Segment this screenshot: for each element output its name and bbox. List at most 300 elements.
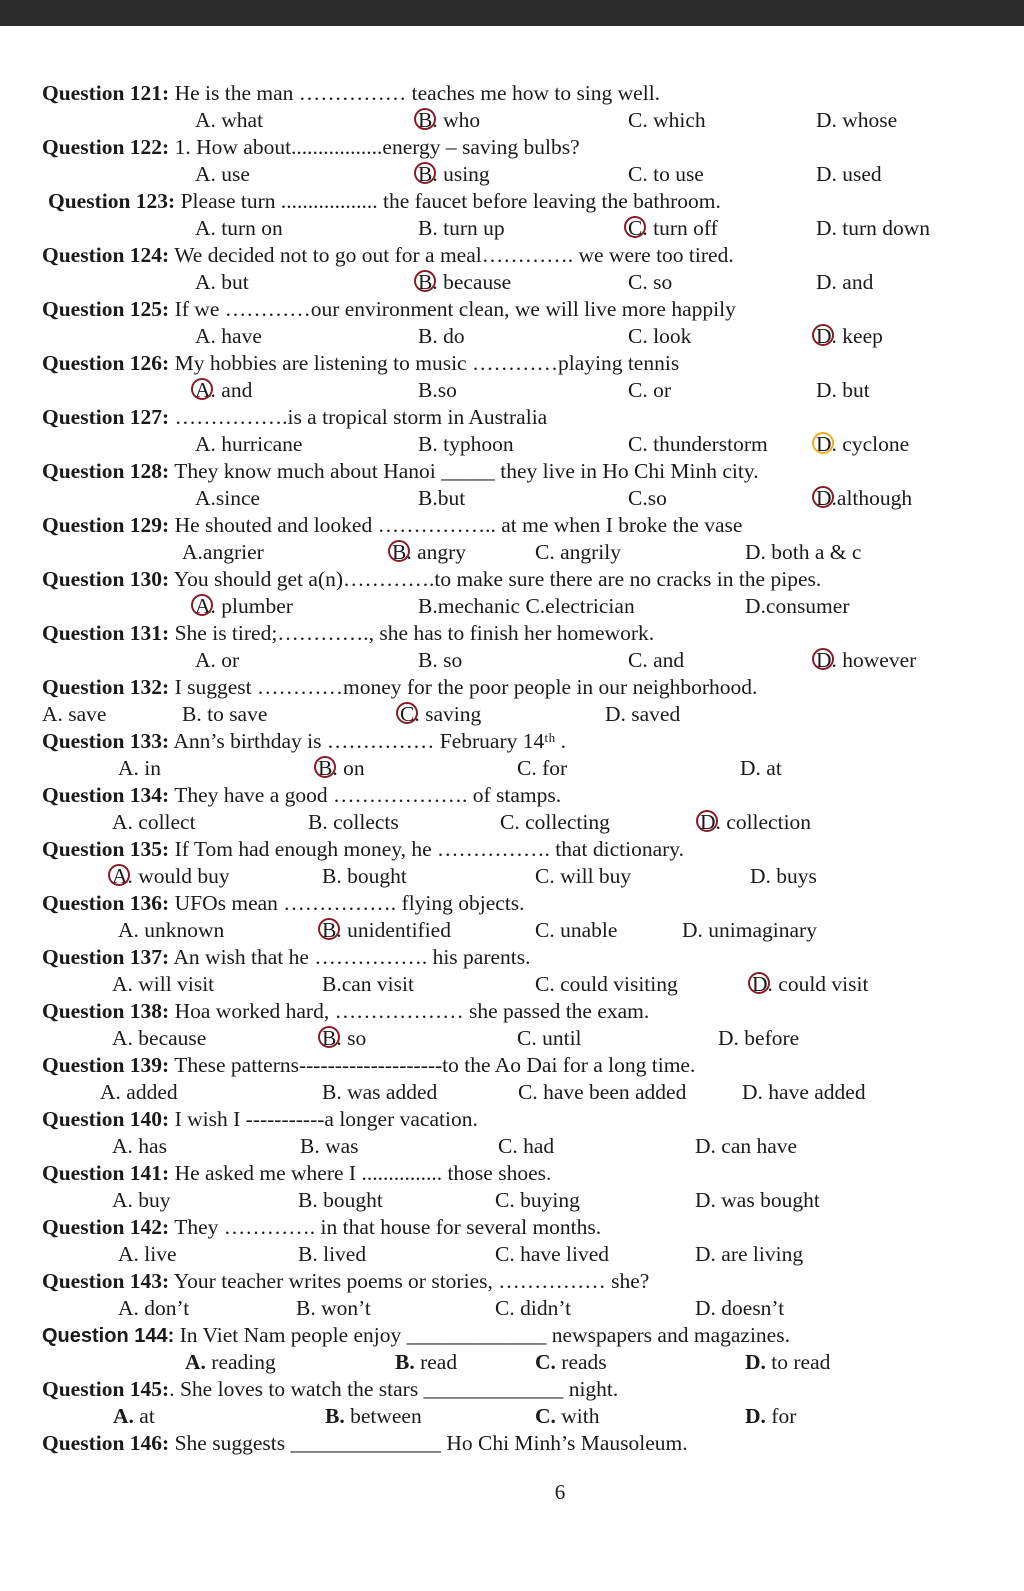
answer-option-text: A. plumber bbox=[195, 594, 293, 618]
answer-option[interactable] bbox=[816, 485, 912, 511]
answer-option-text: A. have bbox=[195, 324, 262, 348]
question-stem bbox=[42, 134, 580, 160]
question-stem bbox=[42, 674, 757, 700]
question-label: Question 130: bbox=[42, 567, 170, 591]
answer-option[interactable] bbox=[742, 1079, 866, 1105]
answer-option[interactable] bbox=[535, 539, 621, 565]
answer-option[interactable] bbox=[42, 701, 106, 727]
answer-circle-mark bbox=[748, 972, 770, 994]
answer-option[interactable] bbox=[418, 215, 505, 241]
answer-option-text: C. could visiting bbox=[535, 972, 678, 996]
answer-option[interactable] bbox=[750, 863, 817, 889]
page-number: 6 bbox=[554, 1480, 566, 1504]
answer-option-text: B. unidentified bbox=[322, 918, 451, 942]
answer-option[interactable] bbox=[185, 1349, 276, 1375]
answer-option-text: A. because bbox=[112, 1026, 207, 1050]
question-label: Question 146: bbox=[42, 1431, 170, 1455]
answer-circle-mark bbox=[388, 540, 410, 562]
answer-option[interactable] bbox=[322, 971, 414, 997]
question-stem bbox=[42, 80, 660, 106]
answer-option-text: D. whose bbox=[816, 108, 898, 132]
answer-option[interactable] bbox=[816, 323, 883, 349]
answer-option[interactable] bbox=[322, 1025, 366, 1051]
answer-option[interactable] bbox=[628, 377, 671, 403]
question-stem bbox=[42, 512, 742, 538]
answer-option[interactable] bbox=[418, 107, 480, 133]
question-131 bbox=[0, 620, 1024, 674]
answer-option[interactable] bbox=[182, 539, 264, 565]
question-text: . She loves to watch the stars _____________ night. bbox=[169, 1377, 619, 1401]
answer-option[interactable] bbox=[517, 1025, 582, 1051]
answer-option[interactable] bbox=[535, 971, 678, 997]
answer-option-text: D. could visit bbox=[752, 972, 869, 996]
answer-circle-mark bbox=[624, 216, 646, 238]
answer-option-text: B. to save bbox=[182, 702, 268, 726]
question-text: Hoa worked hard, ……………… she passed the exam. bbox=[169, 999, 650, 1023]
answer-circle-mark bbox=[812, 648, 834, 670]
answer-option[interactable] bbox=[418, 593, 635, 619]
question-134 bbox=[0, 782, 1024, 836]
question-stem bbox=[42, 998, 649, 1024]
answer-option-text: C. turn off bbox=[628, 216, 718, 240]
option-letter: C. bbox=[535, 1350, 556, 1374]
answer-option[interactable] bbox=[300, 1133, 359, 1159]
answer-circle-mark bbox=[108, 864, 130, 886]
answer-option[interactable] bbox=[322, 863, 407, 889]
answer-option-text: A. don’t bbox=[118, 1296, 190, 1320]
answer-option-text: A. will visit bbox=[112, 972, 215, 996]
answer-option[interactable] bbox=[500, 809, 610, 835]
question-135 bbox=[0, 836, 1024, 890]
answer-option-text: B. so bbox=[322, 1026, 367, 1050]
answer-option[interactable] bbox=[745, 1403, 796, 1429]
answer-option-text: A. hurricane bbox=[195, 432, 303, 456]
option-letter: A. bbox=[185, 1350, 206, 1374]
answer-option-text: C. or bbox=[628, 378, 671, 402]
answer-option[interactable] bbox=[395, 1349, 457, 1375]
answer-option[interactable] bbox=[195, 431, 302, 457]
question-141 bbox=[0, 1160, 1024, 1214]
question-125 bbox=[0, 296, 1024, 350]
answer-option[interactable] bbox=[816, 431, 909, 457]
question-text: In Viet Nam people enjoy _____________ newspapers and magazines. bbox=[174, 1323, 790, 1347]
question-label: Question 139: bbox=[42, 1053, 170, 1077]
answer-option-text: B. because bbox=[418, 270, 512, 294]
answer-option-text: B. angry bbox=[392, 540, 467, 564]
answer-option-text: A. save bbox=[42, 702, 107, 726]
question-text: These patterns--------------------to the Ao Dai for a long time. bbox=[169, 1053, 696, 1077]
answer-option-text: C. for bbox=[517, 756, 568, 780]
question-label: Question 144: bbox=[42, 1325, 175, 1347]
answer-circle-mark bbox=[314, 756, 336, 778]
top-bar bbox=[0, 0, 1024, 26]
answer-option-text: C. buying bbox=[495, 1188, 580, 1212]
answer-option-text: B. read bbox=[395, 1350, 458, 1374]
answer-option-text: C. until bbox=[517, 1026, 582, 1050]
answer-circle-mark bbox=[191, 378, 213, 400]
answer-option[interactable] bbox=[816, 647, 916, 673]
answer-option[interactable] bbox=[605, 701, 680, 727]
question-stem bbox=[48, 188, 721, 214]
question-text: If we …………our environment clean, we will live more happily bbox=[169, 297, 736, 321]
answer-option[interactable] bbox=[682, 917, 817, 943]
question-label: Question 128: bbox=[42, 459, 170, 483]
answer-option[interactable] bbox=[118, 1295, 189, 1321]
answer-option-text: A. but bbox=[195, 270, 249, 294]
answer-option-text: A.since bbox=[195, 486, 261, 510]
answer-option-text: A. would buy bbox=[112, 864, 230, 888]
question-text: You should get a(n)………….to make sure there are no cracks in the pipes. bbox=[169, 567, 822, 591]
answer-option[interactable] bbox=[695, 1241, 803, 1267]
answer-option-text: D. cyclone bbox=[816, 432, 910, 456]
answer-option[interactable] bbox=[745, 593, 850, 619]
question-stem bbox=[42, 1268, 649, 1294]
answer-option[interactable] bbox=[195, 323, 262, 349]
question-130 bbox=[0, 566, 1024, 620]
answer-option[interactable] bbox=[308, 809, 399, 835]
answer-option[interactable] bbox=[498, 1133, 554, 1159]
question-label: Question 142: bbox=[42, 1215, 170, 1239]
answer-option[interactable] bbox=[495, 1241, 609, 1267]
question-stem bbox=[42, 728, 566, 754]
option-letter: B. bbox=[395, 1350, 415, 1374]
question-145 bbox=[0, 1376, 1024, 1430]
question-144 bbox=[0, 1322, 1024, 1376]
answer-option-text: D. was bought bbox=[695, 1188, 820, 1212]
question-text: …………….is a tropical storm in Australia bbox=[169, 405, 548, 429]
answer-option[interactable] bbox=[195, 107, 263, 133]
question-text: An wish that he ……………. his parents. bbox=[169, 945, 531, 969]
answer-circle-mark bbox=[812, 486, 834, 508]
question-text: My hobbies are listening to music …………playing tennis bbox=[169, 351, 680, 375]
answer-option[interactable] bbox=[695, 1295, 784, 1321]
answer-option[interactable] bbox=[298, 1187, 383, 1213]
answer-option[interactable] bbox=[118, 917, 224, 943]
answer-option-text: C. angrily bbox=[535, 540, 621, 564]
question-text: Please turn .................. the faucet before leaving the bathroom. bbox=[175, 189, 721, 213]
answer-option-text: B. who bbox=[418, 108, 481, 132]
answer-circle-mark bbox=[696, 810, 718, 832]
answer-option[interactable] bbox=[745, 1349, 830, 1375]
answer-option[interactable] bbox=[628, 215, 718, 241]
question-label: Question 138: bbox=[42, 999, 170, 1023]
answer-option[interactable] bbox=[816, 161, 882, 187]
question-stem bbox=[42, 1430, 688, 1456]
question-text: They know much about Hanoi _____ they live in Ho Chi Minh city. bbox=[169, 459, 759, 483]
answer-option-text: C. so bbox=[628, 270, 673, 294]
question-stem bbox=[42, 890, 525, 916]
answer-option-text: C. didn’t bbox=[495, 1296, 572, 1320]
answer-option-text: D. but bbox=[816, 378, 870, 402]
question-stem bbox=[42, 836, 684, 862]
answer-option[interactable] bbox=[195, 377, 252, 403]
question-label: Question 145: bbox=[42, 1377, 170, 1401]
answer-option-text: D. unimaginary bbox=[682, 918, 817, 942]
answer-option[interactable] bbox=[195, 647, 239, 673]
answer-option-text: A. has bbox=[112, 1134, 167, 1158]
question-label: Question 129: bbox=[42, 513, 170, 537]
answer-option[interactable] bbox=[113, 1403, 155, 1429]
question-label: Question 136: bbox=[42, 891, 170, 915]
answer-option-text: A. and bbox=[195, 378, 253, 402]
answer-option-text: D.consumer bbox=[745, 594, 850, 618]
answer-option-text: A. at bbox=[113, 1404, 155, 1428]
question-stem bbox=[42, 1322, 790, 1349]
answer-circle-mark bbox=[414, 162, 436, 184]
answer-option[interactable] bbox=[816, 107, 897, 133]
question-stem bbox=[42, 1214, 601, 1240]
answer-option-text: D.although bbox=[816, 486, 913, 510]
answer-option-text: B. on bbox=[318, 756, 365, 780]
answer-option-text: B. won’t bbox=[296, 1296, 371, 1320]
answer-option[interactable] bbox=[745, 539, 861, 565]
answer-option-text: C. collecting bbox=[500, 810, 610, 834]
question-stem bbox=[42, 404, 547, 430]
answer-option[interactable] bbox=[318, 755, 365, 781]
answer-option-text: D. both a & c bbox=[745, 540, 862, 564]
question-text: He asked me where I ............... those shoes. bbox=[169, 1161, 552, 1185]
answer-option[interactable] bbox=[112, 971, 214, 997]
answer-option-text: B. bought bbox=[322, 864, 407, 888]
answer-option[interactable] bbox=[816, 269, 873, 295]
question-stem bbox=[42, 782, 561, 808]
answer-option-text: A. turn on bbox=[195, 216, 283, 240]
answer-option[interactable] bbox=[816, 215, 930, 241]
answer-option-text: B.so bbox=[418, 378, 457, 402]
answer-option-text: B. typhoon bbox=[418, 432, 514, 456]
question-text: 1. How about.................energy – saving bulbs? bbox=[169, 135, 580, 159]
question-label: Question 135: bbox=[42, 837, 170, 861]
answer-option[interactable] bbox=[628, 161, 704, 187]
answer-option[interactable] bbox=[517, 755, 567, 781]
answer-option-text: A. reading bbox=[185, 1350, 276, 1374]
question-127 bbox=[0, 404, 1024, 458]
answer-option-text: D. collection bbox=[700, 810, 812, 834]
answer-option[interactable] bbox=[418, 323, 465, 349]
answer-option[interactable] bbox=[118, 1241, 177, 1267]
answer-option-text: B. using bbox=[418, 162, 490, 186]
question-label: Question 131: bbox=[42, 621, 170, 645]
answer-option-text: C. with bbox=[535, 1404, 600, 1428]
answer-option[interactable] bbox=[752, 971, 868, 997]
answer-option-text: A. use bbox=[195, 162, 250, 186]
question-stem bbox=[42, 566, 821, 592]
question-text: Your teacher writes poems or stories, …………… she? bbox=[169, 1269, 650, 1293]
answer-option-text: A. added bbox=[100, 1080, 178, 1104]
answer-option-text: A. or bbox=[195, 648, 240, 672]
answer-circle-mark bbox=[318, 918, 340, 940]
answer-option-text: C. saving bbox=[400, 702, 482, 726]
question-142 bbox=[0, 1214, 1024, 1268]
question-stem bbox=[42, 242, 734, 268]
answer-option-text: B. was added bbox=[322, 1080, 438, 1104]
question-text: He is the man …………… teaches me how to sing well. bbox=[169, 81, 661, 105]
question-stem bbox=[42, 296, 736, 322]
answer-option[interactable] bbox=[325, 1403, 422, 1429]
answer-option[interactable] bbox=[628, 269, 672, 295]
answer-option[interactable] bbox=[628, 485, 667, 511]
question-stem bbox=[42, 1160, 551, 1186]
question-121 bbox=[0, 80, 1024, 134]
answer-option[interactable] bbox=[392, 539, 466, 565]
answer-option[interactable] bbox=[100, 1079, 178, 1105]
answer-option[interactable] bbox=[195, 593, 293, 619]
question-label: Question 141: bbox=[42, 1161, 170, 1185]
answer-option[interactable] bbox=[112, 1133, 167, 1159]
question-140 bbox=[0, 1106, 1024, 1160]
question-stem bbox=[42, 458, 759, 484]
answer-option-text: C. will buy bbox=[535, 864, 632, 888]
answer-option-text: D. however bbox=[816, 648, 917, 672]
answer-option[interactable] bbox=[700, 809, 811, 835]
question-text: They …………. in that house for several months. bbox=[169, 1215, 602, 1239]
question-138 bbox=[0, 998, 1024, 1052]
question-136 bbox=[0, 890, 1024, 944]
answer-option-text: B. between bbox=[325, 1404, 422, 1428]
answer-option-text: C. thunderstorm bbox=[628, 432, 768, 456]
question-label: Question 121: bbox=[42, 81, 170, 105]
answer-option[interactable] bbox=[118, 755, 161, 781]
answer-option[interactable] bbox=[495, 1295, 571, 1321]
answer-option-text: B. bought bbox=[298, 1188, 383, 1212]
answer-option[interactable] bbox=[628, 323, 691, 349]
answer-option[interactable] bbox=[816, 377, 870, 403]
option-letter: C. bbox=[535, 1404, 556, 1428]
question-label: Question 133: bbox=[42, 729, 170, 753]
answer-option-text: D. can have bbox=[695, 1134, 798, 1158]
question-label: Question 122: bbox=[42, 135, 170, 159]
answer-option[interactable] bbox=[495, 1187, 580, 1213]
answer-option-text: D. and bbox=[816, 270, 874, 294]
answer-option[interactable] bbox=[298, 1241, 366, 1267]
answer-option-text: D. saved bbox=[605, 702, 681, 726]
answer-option-text: B.but bbox=[418, 486, 466, 510]
question-stem bbox=[42, 620, 654, 646]
answer-option-text: C. have been added bbox=[518, 1080, 687, 1104]
answer-option[interactable] bbox=[695, 1133, 797, 1159]
answer-option[interactable] bbox=[518, 1079, 686, 1105]
question-label: Question 124: bbox=[42, 243, 170, 267]
question-146 bbox=[0, 1430, 1024, 1484]
question-label: Question 140: bbox=[42, 1107, 170, 1131]
answer-option-text: B. was bbox=[300, 1134, 359, 1158]
question-label: Question 137: bbox=[42, 945, 170, 969]
question-124 bbox=[0, 242, 1024, 296]
answer-option-text: D. buys bbox=[750, 864, 817, 888]
answer-option[interactable] bbox=[195, 215, 283, 241]
question-126 bbox=[0, 350, 1024, 404]
answer-option[interactable] bbox=[182, 701, 267, 727]
answer-circle-mark bbox=[191, 594, 213, 616]
question-text: If Tom had enough money, he ……………. that dictionary. bbox=[169, 837, 685, 861]
answer-option-text: A. collect bbox=[112, 810, 196, 834]
answer-option[interactable] bbox=[112, 1187, 171, 1213]
answer-option[interactable] bbox=[535, 917, 617, 943]
question-129 bbox=[0, 512, 1024, 566]
answer-option[interactable] bbox=[418, 485, 465, 511]
answer-option[interactable] bbox=[695, 1187, 820, 1213]
answer-option-text: D. keep bbox=[816, 324, 883, 348]
question-text: We decided not to go out for a meal…………. we were too tired. bbox=[169, 243, 734, 267]
question-label: Question 143: bbox=[42, 1269, 170, 1293]
answer-option[interactable] bbox=[740, 755, 782, 781]
answer-circle-mark bbox=[318, 1026, 340, 1048]
answer-option[interactable] bbox=[535, 863, 631, 889]
answer-option[interactable] bbox=[322, 917, 451, 943]
answer-option[interactable] bbox=[628, 107, 706, 133]
answer-option[interactable] bbox=[296, 1295, 371, 1321]
question-text: I suggest …………money for the poor people in our neighborhood. bbox=[169, 675, 758, 699]
question-123 bbox=[0, 188, 1024, 242]
answer-option[interactable] bbox=[112, 809, 196, 835]
answer-option[interactable] bbox=[718, 1025, 799, 1051]
answer-option[interactable] bbox=[112, 1025, 206, 1051]
question-143 bbox=[0, 1268, 1024, 1322]
answer-option-text: A. in bbox=[118, 756, 161, 780]
answer-option-text: C.so bbox=[628, 486, 667, 510]
question-text: He shouted and looked …………….. at me when I broke the vase bbox=[169, 513, 743, 537]
question-133 bbox=[0, 728, 1024, 782]
answer-option-text: D. used bbox=[816, 162, 882, 186]
question-text: I wish I -----------a longer vacation. bbox=[169, 1107, 478, 1131]
question-label: Question 127: bbox=[42, 405, 170, 429]
question-128 bbox=[0, 458, 1024, 512]
answer-option[interactable] bbox=[628, 647, 684, 673]
answer-option[interactable] bbox=[418, 647, 462, 673]
option-letter: B. bbox=[325, 1404, 345, 1428]
answer-option[interactable] bbox=[535, 1403, 600, 1429]
answer-option[interactable] bbox=[418, 431, 514, 457]
answer-option-text: C. reads bbox=[535, 1350, 607, 1374]
question-text: UFOs mean ……………. flying objects. bbox=[169, 891, 525, 915]
question-text: They have a good ………………. of stamps. bbox=[169, 783, 562, 807]
question-text: Ann’s birthday is …………… February 14ᵗʰ . bbox=[169, 729, 567, 753]
answer-option-text: A. live bbox=[118, 1242, 177, 1266]
answer-option[interactable] bbox=[112, 863, 230, 889]
answer-option-text: C. which bbox=[628, 108, 706, 132]
answer-option[interactable] bbox=[195, 161, 250, 187]
answer-option[interactable] bbox=[400, 701, 481, 727]
answer-option-text: D. turn down bbox=[816, 216, 931, 240]
answer-option[interactable] bbox=[195, 485, 260, 511]
question-stem bbox=[42, 350, 679, 376]
answer-option-text: B. turn up bbox=[418, 216, 505, 240]
answer-circle-mark bbox=[812, 432, 834, 454]
answer-option-text: A. unknown bbox=[118, 918, 225, 942]
question-stem bbox=[42, 1052, 695, 1078]
question-label: Question 125: bbox=[42, 297, 170, 321]
answer-option-text: C. had bbox=[498, 1134, 555, 1158]
answer-option[interactable] bbox=[628, 431, 768, 457]
question-139 bbox=[0, 1052, 1024, 1106]
question-label: Question 123: bbox=[48, 189, 176, 213]
question-text: She suggests ______________ Ho Chi Minh’s Mausoleum. bbox=[169, 1431, 688, 1455]
answer-option-text: B. do bbox=[418, 324, 465, 348]
answer-option[interactable] bbox=[535, 1349, 607, 1375]
answer-option-text: C. have lived bbox=[495, 1242, 610, 1266]
answer-option[interactable] bbox=[418, 161, 490, 187]
answer-option[interactable] bbox=[195, 269, 249, 295]
answer-option[interactable] bbox=[418, 269, 511, 295]
answer-option[interactable] bbox=[322, 1079, 437, 1105]
option-letter: D. bbox=[745, 1404, 766, 1428]
question-label: Question 126: bbox=[42, 351, 170, 375]
option-letter: D. bbox=[745, 1350, 766, 1374]
answer-option[interactable] bbox=[418, 377, 457, 403]
answer-option-text: D. for bbox=[745, 1404, 797, 1428]
answer-option-text: D. doesn’t bbox=[695, 1296, 785, 1320]
question-132 bbox=[0, 674, 1024, 728]
